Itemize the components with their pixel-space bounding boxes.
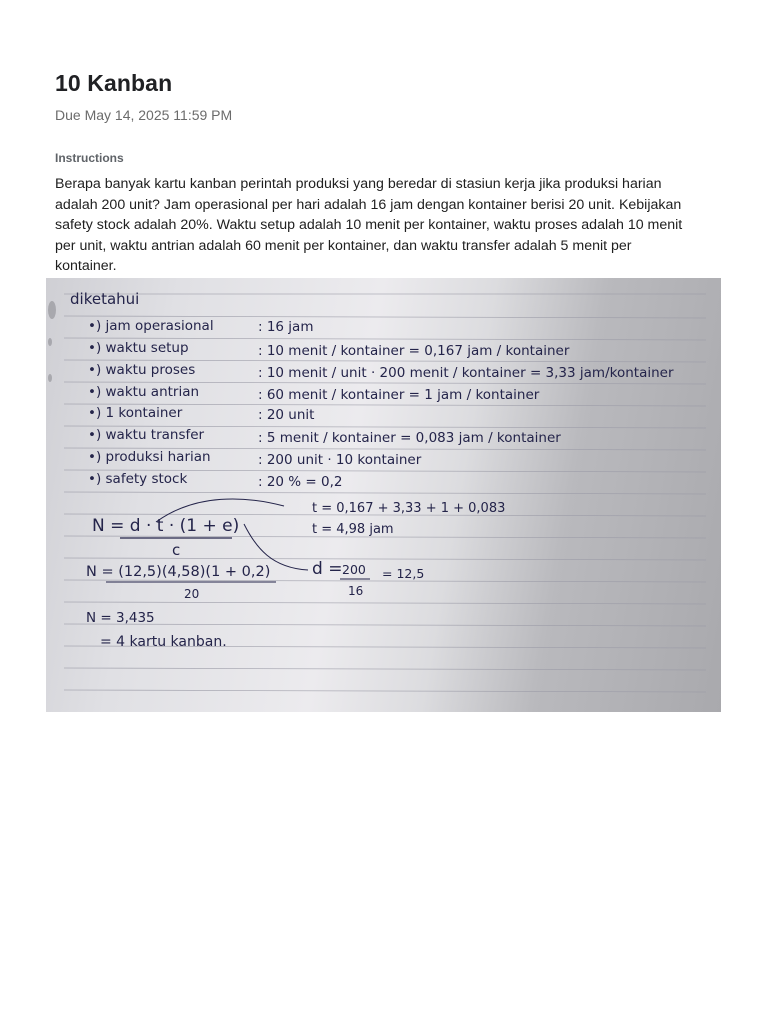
given-label: •) jam operasional [88,318,214,334]
d-denominator: 16 [348,584,364,598]
given-value: : 5 menit / kontainer = 0,083 jam / kontainer [258,430,561,446]
instructions-line: per unit, waktu antrian adalah 60 menit per kontainer, dan waktu transfer adalah 5 menit per [55,237,632,254]
d-result: = 12,5 [382,566,425,581]
given-value: : 10 menit / unit · 200 menit / kontainer = 3,33 jam/kontainer [258,365,674,381]
given-label: •) waktu transfer [88,427,205,443]
d-numerator: 200 [342,562,366,577]
given-value: : 200 unit · 10 kontainer [258,452,422,468]
instructions-line: safety stock adalah 20%. Waktu setup adalah 10 menit per kontainer, waktu proses adalah 10 menit [55,217,683,233]
instructions-line: adalah 200 unit? Jam operasional per hari adalah 16 jam dengan kontainer berisi 20 unit. Kebijakan [55,196,682,213]
instructions-label: Instructions [55,151,124,165]
given-value: : 10 menit / kontainer = 0,167 jam / kontainer [258,343,570,359]
given-label: •) produksi harian [88,449,211,465]
kanban-formula-denominator: c [172,541,181,559]
t-result-line: t = 4,98 jam [312,522,394,537]
given-value: : 20 % = 0,2 [258,474,343,490]
d-label: d = [312,559,343,579]
given-value: : 16 jam [258,319,314,335]
instructions-line: kontainer. [55,258,117,274]
notes-heading: diketahui [70,290,140,308]
given-label: •) waktu proses [88,362,196,378]
assignment-title: 10 Kanban [55,70,173,96]
t-sum-line: t = 0,167 + 3,33 + 1 + 0,083 [312,501,506,516]
given-value: : 60 menit / kontainer = 1 jam / kontainer [258,387,540,403]
instructions-line: Berapa banyak kartu kanban perintah produksi yang beredar di stasiun kerja jika produksi harian [55,176,662,192]
result-line: N = 3,435 [86,610,155,626]
assignment-panel [55,70,723,277]
substitution-denominator: 20 [184,587,200,601]
given-label: •) waktu antrian [88,384,200,400]
given-label: •) waktu setup [88,340,189,356]
attachment-photo[interactable] [46,278,721,712]
given-value: : 20 unit [258,407,315,423]
instructions-text [55,174,717,277]
kanban-formula-numerator: N = d · t · (1 + e) [92,516,240,536]
binder-holes [48,301,56,382]
handwritten-notes [46,278,721,712]
due-date: Due May 14, 2025 11:59 PM [55,107,233,123]
given-label: •) safety stock [88,471,188,487]
final-answer: = 4 kartu kanban. [100,634,227,650]
given-label: •) 1 kontainer [88,405,183,421]
substitution-numerator: N = (12,5)(4,58)(1 + 0,2) [86,564,271,580]
